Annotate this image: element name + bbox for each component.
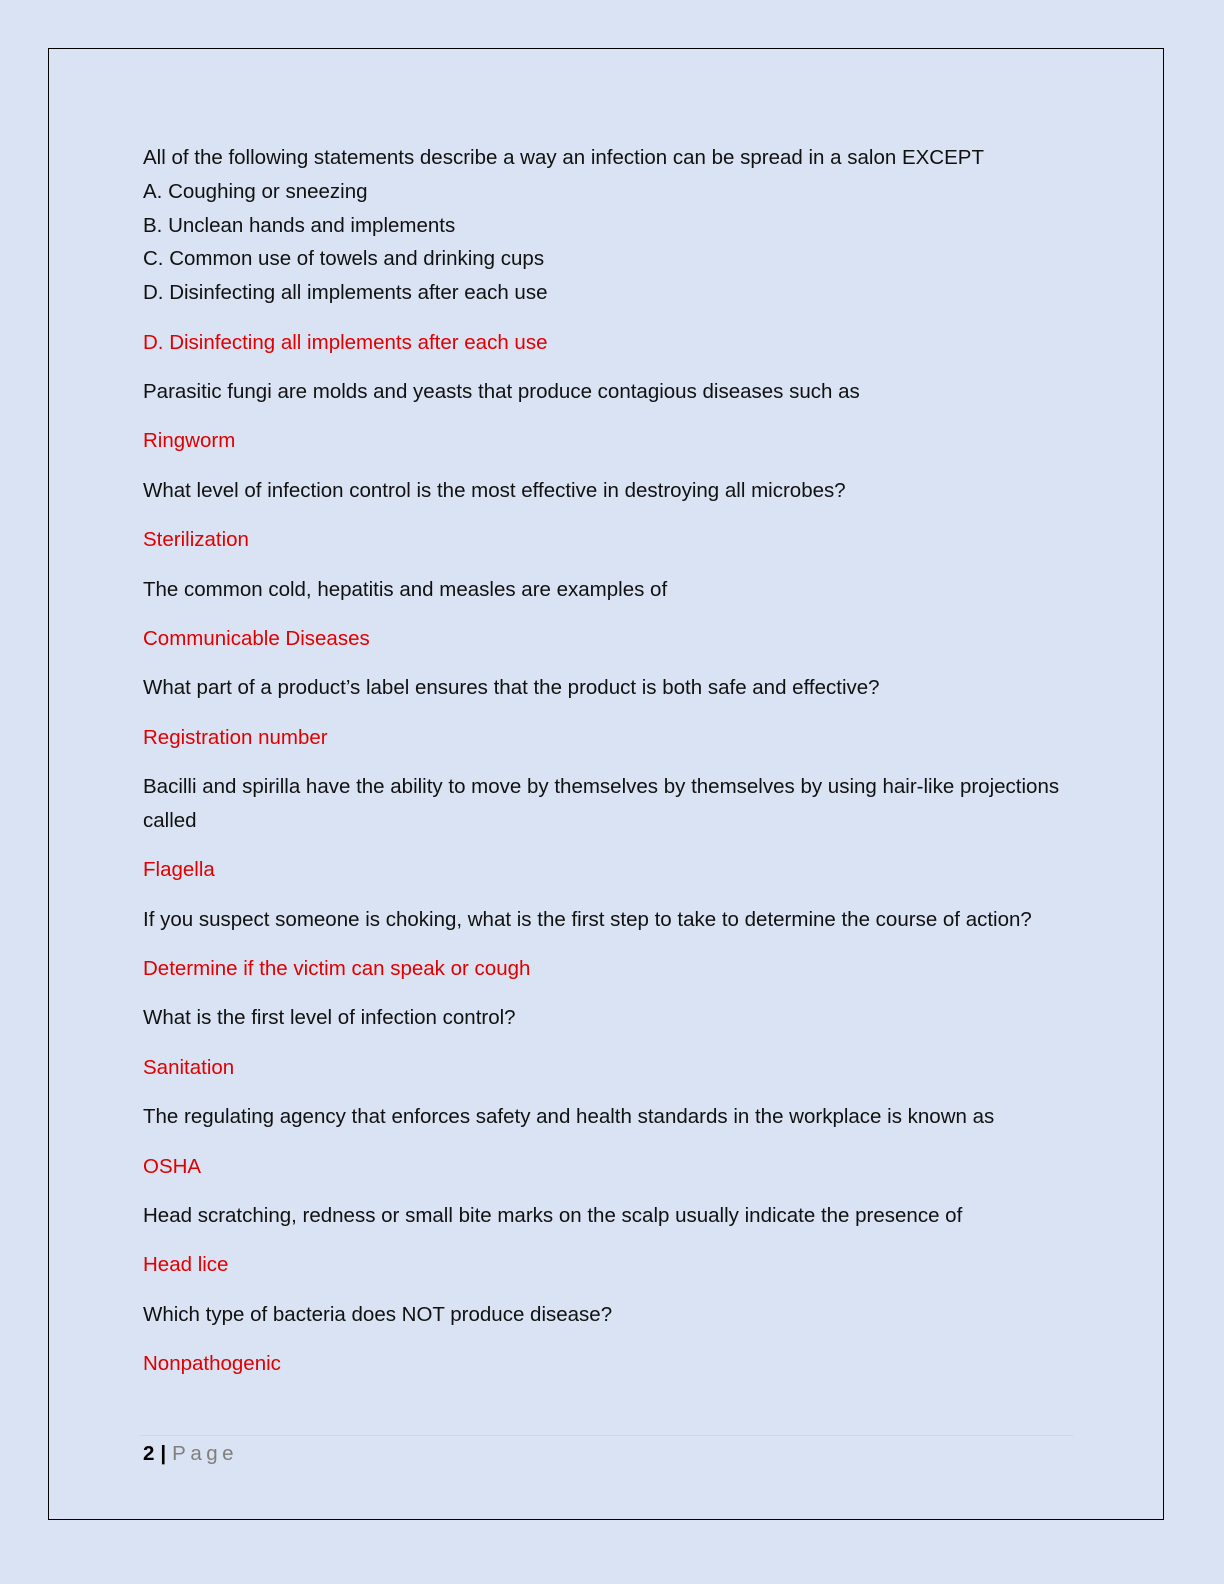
question-4: The common cold, hepatitis and measles are examples of xyxy=(143,577,668,601)
answer-9: OSHA xyxy=(143,1154,202,1178)
document-body xyxy=(143,141,1073,1381)
footer-divider xyxy=(140,1435,1073,1436)
question-1-option-d: D. Disinfecting all implements after each use xyxy=(143,281,548,305)
question-5: What part of a product’s label ensures that the product is both safe and effective? xyxy=(143,676,880,700)
question-6: Bacilli and spirilla have the ability to move by themselves by themselves by using hair-like projections called xyxy=(143,775,1060,832)
question-1-answer: D. Disinfecting all implements after each use xyxy=(143,330,548,354)
question-11: Which type of bacteria does NOT produce disease? xyxy=(143,1302,613,1326)
question-7: If you suspect someone is choking, what is the first step to take to determine the course of action? xyxy=(143,907,1032,931)
question-2: Parasitic fungi are molds and yeasts that produce contagious diseases such as xyxy=(143,379,860,403)
page-number: 2 xyxy=(143,1442,155,1465)
question-1-stem: All of the following statements describe a way an infection can be spread in a salon EXCEPT xyxy=(143,146,984,169)
question-9: The regulating agency that enforces safety and health standards in the workplace is known as xyxy=(143,1105,995,1129)
question-8: What is the first level of infection control? xyxy=(143,1006,516,1030)
question-10: Head scratching, redness or small bite marks on the scalp usually indicate the presence of xyxy=(143,1204,963,1228)
answer-8: Sanitation xyxy=(143,1055,235,1079)
question-3: What level of infection control is the most effective in destroying all microbes? xyxy=(143,478,846,502)
footer-separator: | xyxy=(160,1442,167,1465)
question-1-option-b: B. Unclean hands and implements xyxy=(143,213,456,237)
page-label: Page xyxy=(172,1442,239,1465)
page-footer xyxy=(143,1439,238,1469)
answer-7: Determine if the victim can speak or cough xyxy=(143,957,531,981)
answer-3: Sterilization xyxy=(143,528,249,552)
answer-10: Head lice xyxy=(143,1253,229,1277)
answer-2: Ringworm xyxy=(143,429,236,453)
question-1-option-c: C. Common use of towels and drinking cups xyxy=(143,247,545,271)
answer-11: Nonpathogenic xyxy=(143,1352,281,1376)
answer-4: Communicable Diseases xyxy=(143,626,370,650)
question-1-option-a: A. Coughing or sneezing xyxy=(143,179,368,203)
answer-6: Flagella xyxy=(143,858,215,882)
answer-5: Registration number xyxy=(143,725,328,749)
